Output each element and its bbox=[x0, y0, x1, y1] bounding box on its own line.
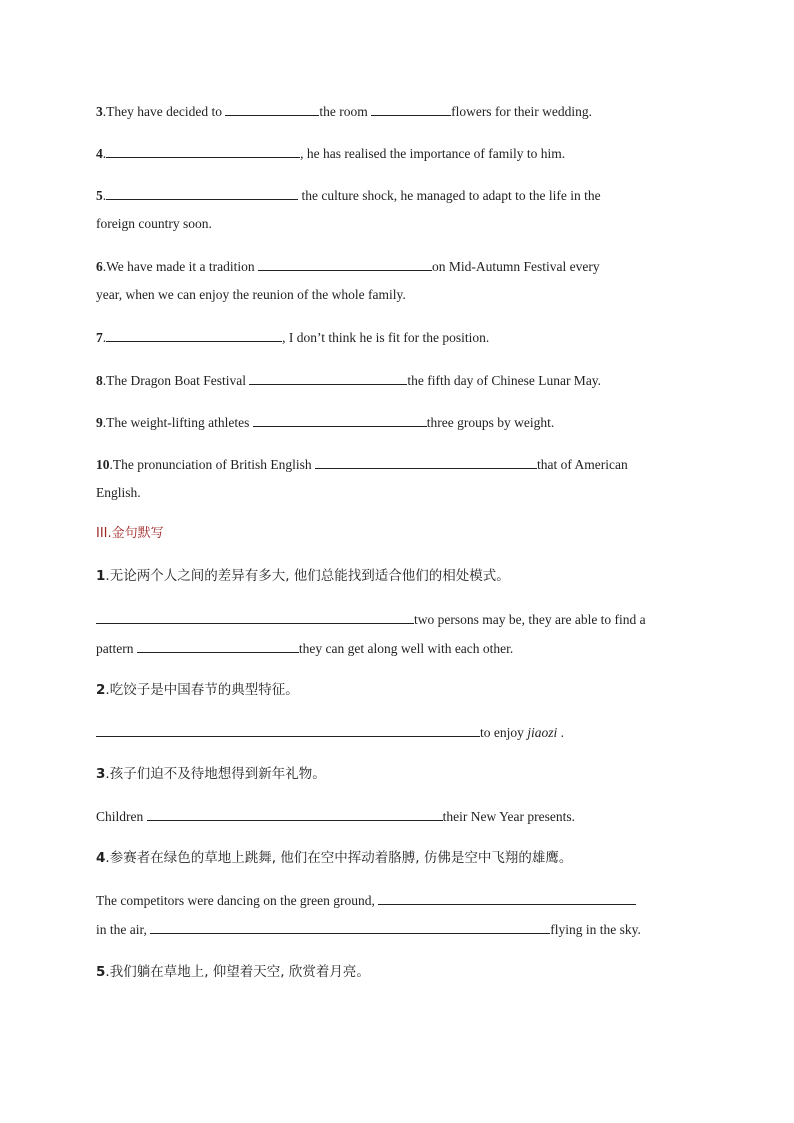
section-title: III.金句默写 bbox=[96, 526, 164, 541]
answer-blank[interactable] bbox=[253, 413, 427, 427]
answer-text: The competitors were dancing on the green ground, bbox=[96, 893, 379, 908]
sentence-number: 1 bbox=[96, 568, 106, 584]
sentence-number: 2 bbox=[96, 682, 106, 698]
answer-blank[interactable] bbox=[106, 328, 282, 342]
question-6 bbox=[96, 257, 600, 276]
answer-blank[interactable] bbox=[96, 610, 414, 624]
sentence-number: 4 bbox=[96, 850, 106, 866]
sentence-5-prompt bbox=[96, 963, 370, 981]
question-10-continued: English. bbox=[96, 485, 141, 500]
answer-text: two persons may be, they are able to find a bbox=[414, 612, 646, 627]
question-5-continued: foreign country soon. bbox=[96, 216, 212, 231]
answer-text: flying in the sky. bbox=[550, 922, 641, 937]
question-text: that of American bbox=[536, 457, 628, 472]
question-text: the room bbox=[319, 104, 372, 119]
chinese-prompt: .孩子们迫不及待地想得到新年礼物。 bbox=[105, 766, 326, 782]
question-text: .We have made it a tradition bbox=[102, 259, 258, 274]
sentence-2-answer bbox=[96, 723, 564, 742]
question-number: 10 bbox=[96, 457, 110, 472]
question-text: , I don’t think he is fit for the position. bbox=[282, 330, 490, 345]
sentence-4-answer bbox=[96, 891, 636, 910]
answer-blank[interactable] bbox=[378, 891, 636, 905]
answer-blank[interactable] bbox=[106, 186, 298, 200]
question-8 bbox=[96, 371, 601, 390]
question-number: 3 bbox=[96, 104, 103, 119]
sentence-1-answer bbox=[96, 610, 646, 629]
question-text: . bbox=[102, 330, 107, 345]
question-number: 4 bbox=[96, 146, 103, 161]
question-text: the culture shock, he managed to adapt to the life in the bbox=[298, 188, 601, 203]
question-text: . bbox=[102, 146, 107, 161]
answer-text: their New Year presents. bbox=[442, 809, 575, 824]
question-text: , he has realised the importance of family to him. bbox=[300, 146, 566, 161]
question-text: . bbox=[102, 188, 107, 203]
question-number: 9 bbox=[96, 415, 103, 430]
question-text: the fifth day of Chinese Lunar May. bbox=[407, 373, 602, 388]
answer-text-italic: jiaozi bbox=[527, 725, 558, 740]
question-text: .The Dragon Boat Festival bbox=[102, 373, 250, 388]
question-3 bbox=[96, 102, 592, 121]
answer-blank[interactable] bbox=[106, 144, 300, 158]
question-text: .The weight-lifting athletes bbox=[102, 415, 253, 430]
answer-blank[interactable] bbox=[147, 807, 443, 821]
answer-text: they can get along well with each other. bbox=[298, 641, 514, 656]
answer-text: Children bbox=[96, 809, 147, 824]
question-text: on Mid-Autumn Festival every bbox=[431, 259, 600, 274]
sentence-4-answer-continued bbox=[96, 920, 641, 939]
question-text: .They have decided to bbox=[102, 104, 226, 119]
question-number: 8 bbox=[96, 373, 103, 388]
answer-blank[interactable] bbox=[137, 639, 299, 653]
sentence-4-prompt bbox=[96, 849, 572, 867]
answer-blank[interactable] bbox=[150, 920, 550, 934]
question-10 bbox=[96, 455, 628, 474]
question-5 bbox=[96, 186, 601, 205]
question-number: 7 bbox=[96, 330, 103, 345]
sentence-3-answer bbox=[96, 807, 575, 826]
question-number: 5 bbox=[96, 188, 103, 203]
sentence-number: 3 bbox=[96, 766, 106, 782]
sentence-1-prompt bbox=[96, 567, 510, 585]
answer-blank[interactable] bbox=[258, 257, 432, 271]
chinese-prompt: .参赛者在绿色的草地上跳舞, 他们在空中挥动着胳膊, 仿佛是空中飞翔的雄鹰。 bbox=[105, 850, 573, 866]
question-6-continued: year, when we can enjoy the reunion of the whole family. bbox=[96, 287, 406, 302]
sentence-2-prompt bbox=[96, 681, 299, 699]
sentence-number: 5 bbox=[96, 964, 106, 980]
question-7 bbox=[96, 328, 489, 347]
question-text: three groups by weight. bbox=[426, 415, 555, 430]
answer-text: pattern bbox=[96, 641, 137, 656]
answer-blank[interactable] bbox=[225, 102, 319, 116]
answer-text: in the air, bbox=[96, 922, 151, 937]
answer-blank[interactable] bbox=[249, 371, 407, 385]
answer-blank[interactable] bbox=[371, 102, 451, 116]
question-4 bbox=[96, 144, 565, 163]
question-text: .The pronunciation of British English bbox=[109, 457, 315, 472]
chinese-prompt: .我们躺在草地上, 仰望着天空, 欣赏着月亮。 bbox=[105, 964, 370, 980]
answer-text: to enjoy bbox=[480, 725, 528, 740]
answer-text: . bbox=[557, 725, 565, 740]
answer-blank[interactable] bbox=[96, 723, 480, 737]
sentence-3-prompt bbox=[96, 765, 326, 783]
answer-blank[interactable] bbox=[315, 455, 537, 469]
question-9 bbox=[96, 413, 554, 432]
question-number: 6 bbox=[96, 259, 103, 274]
chinese-prompt: .吃饺子是中国春节的典型特征。 bbox=[105, 682, 299, 698]
question-text: flowers for their wedding. bbox=[451, 104, 593, 119]
sentence-1-answer-continued bbox=[96, 639, 513, 658]
chinese-prompt: .无论两个人之间的差异有多大, 他们总能找到适合他们的相处模式。 bbox=[105, 568, 510, 584]
